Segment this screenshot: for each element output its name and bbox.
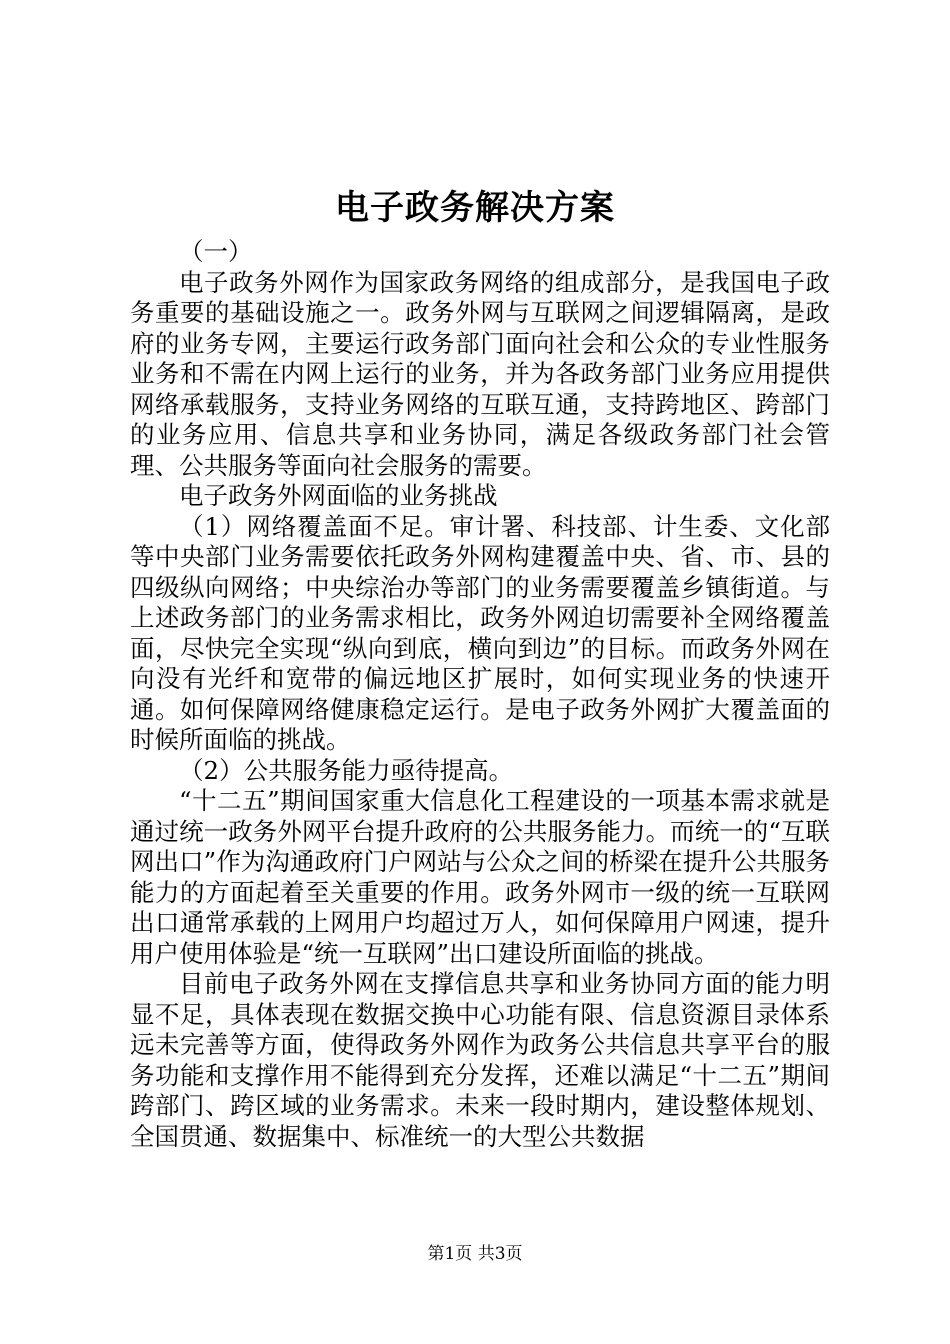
document-body: [130, 237, 830, 1152]
section-heading: （一）: [179, 237, 253, 266]
paragraph-intro: 电子政务外网作为国家政务网络的组成部分，是我国电子政务重要的基础设施之一。政务外网与互联网之间逻辑隔离，是政府的业务专网，主要运行政务部门面向社会和公众的专业性服务业务和不需在内网上运行的业务，并为各政务部门业务应用提供网络承载服务，支持业务网络的互联互通，支持跨地区、跨部门的业务应用、信息共享和业务协同，满足各级政务部门社会管理、公共服务等面向社会服务的需要。: [130, 267, 830, 480]
subsection-heading: 电子政务外网面临的业务挑战: [179, 481, 498, 510]
document-title: 电子政务解决方案: [335, 188, 615, 228]
paragraph-info-sharing: 目前电子政务外网在支撑信息共享和业务协同方面的能力明显不足，具体表现在数据交换中心功能有限、信息资源目录体系远未完善等方面，使得政务外网作为政务公共信息共享平台的服务功能和支撑作用不能得到充分发挥，还难以满足“十二五”期间跨部门、跨区域的业务需求。未来一段时期内，建设整体规划、全国贯通、数据集中、标准统一的大型公共数据: [130, 969, 830, 1151]
page-number-footer: 第1页 共3页: [427, 1244, 523, 1264]
paragraph-public-service: “十二五”期间国家重大信息化工程建设的一项基本需求就是通过统一政务外网平台提升政府的公共服务能力。而统一的“互联网出口”作为沟通政府门户网站与公众之间的桥梁在提升公共服务能力的方面起着至关重要的作用。政务外网市一级的统一互联网出口通常承载的上网用户均超过万人，如何保障用户网速，提升用户使用体验是“统一互联网”出口建设所面临的挑战。: [130, 786, 830, 968]
paragraph-coverage: （1）网络覆盖面不足。审计署、科技部、计生委、文化部等中央部门业务需要依托政务外网构建覆盖中央、省、市、县的四级纵向网络；中央综治办等部门的业务需要覆盖乡镇街道。与上述政务部门的业务需求相比，政务外网迫切需要补全网络覆盖面，尽快完全实现“纵向到底，横向到边”的目标。而政务外网在向没有光纤和宽带的偏远地区扩展时，如何实现业务的快速开通。如何保障网络健康稳定运行。是电子政务外网扩大覆盖面的时候所面临的挑战。: [130, 511, 830, 754]
paragraph-public-service-heading: （2）公共服务能力亟待提高。: [179, 755, 514, 785]
